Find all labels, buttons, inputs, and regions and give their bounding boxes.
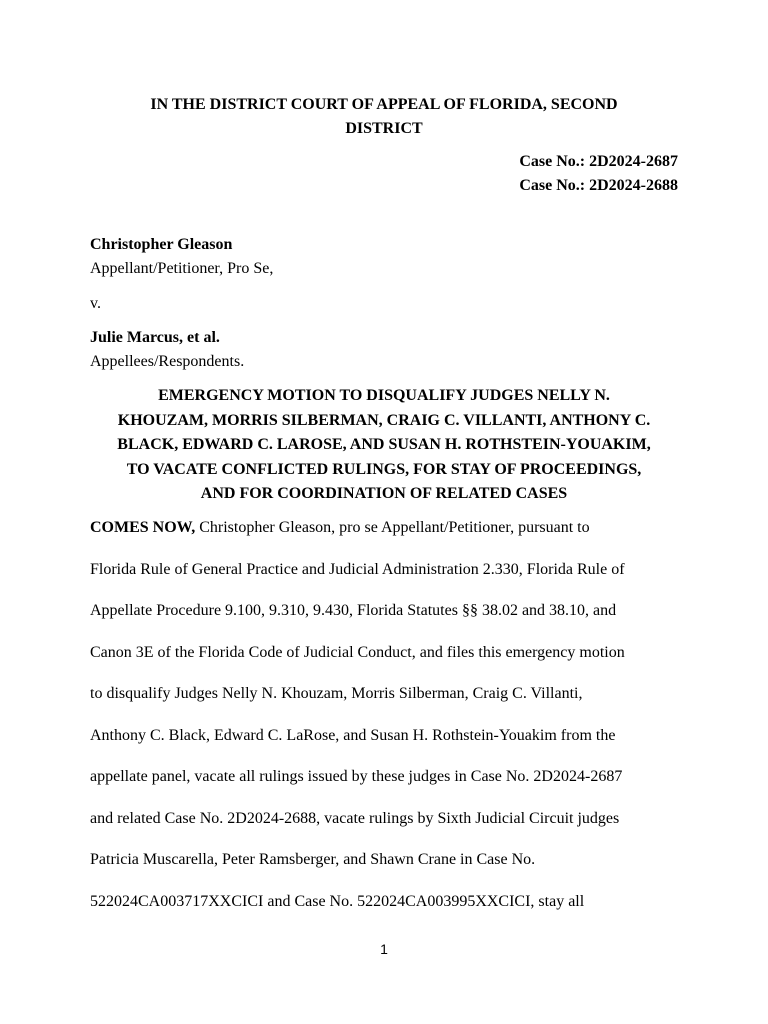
page-number: 1	[380, 941, 388, 957]
court-heading	[90, 93, 678, 141]
body-line: Florida Rule of General Practice and Judicial Administration 2.330, Florida Rule of	[90, 560, 625, 578]
motion-title-line: KHOUZAM, MORRIS SILBERMAN, CRAIG C. VILLANTI, ANTHONY C.	[117, 411, 651, 429]
body-line: to disqualify Judges Nelly N. Khouzam, Morris Silberman, Craig C. Villanti,	[90, 685, 583, 702]
motion-title-line: AND FOR COORDINATION OF RELATED CASES	[200, 485, 568, 502]
court-heading-line-1: IN THE DISTRICT COURT OF APPEAL OF FLORIDA, SECOND	[150, 96, 618, 113]
body-line: Anthony C. Black, Edward C. LaRose, and Susan H. Rothstein-Youakim from the	[90, 726, 616, 744]
body-line: Canon 3E of the Florida Code of Judicial Conduct, and files this emergency motion	[90, 643, 625, 661]
motion-title-line: TO VACATE CONFLICTED RULINGS, FOR STAY OF PROCEEDINGS,	[126, 460, 642, 478]
appellant-block	[90, 233, 273, 281]
body-line-first-rest: Christopher Gleason, pro se Appellant/Petitioner, pursuant to	[195, 519, 590, 536]
appellant-name: Christopher Gleason	[90, 236, 233, 253]
appellee-role: Appellees/Respondents.	[90, 353, 245, 370]
case-numbers	[519, 150, 678, 198]
motion-title	[90, 384, 678, 507]
body-line: and related Case No. 2D2024-2688, vacate rulings by Sixth Judicial Circuit judges	[90, 809, 620, 827]
motion-title-line: EMERGENCY MOTION TO DISQUALIFY JUDGES NELLY N.	[158, 387, 610, 404]
appellee-block	[90, 326, 244, 374]
body-line: 522024CA003717XXCICI and Case No. 522024CA003995XXCICI, stay all	[90, 892, 585, 910]
body-line: Patricia Muscarella, Peter Ramsberger, and Shawn Crane in Case No.	[90, 851, 536, 868]
appellant-role: Appellant/Petitioner, Pro Se,	[90, 260, 274, 277]
body-line: Appellate Procedure 9.100, 9.310, 9.430, Florida Statutes §§ 38.02 and 38.10, and	[90, 602, 617, 619]
motion-body	[90, 516, 690, 931]
motion-title-line: BLACK, EDWARD C. LAROSE, AND SUSAN H. ROTHSTEIN-YOUAKIM,	[117, 436, 651, 453]
case-number: Case No.: 2D2024-2688	[519, 177, 678, 194]
case-number: Case No.: 2D2024-2687	[519, 153, 678, 170]
body-line: appellate panel, vacate all rulings issued by these judges in Case No. 2D2024-2687	[90, 768, 623, 785]
versus: v.	[90, 295, 101, 312]
body-line-first	[90, 516, 690, 558]
court-heading-line-2: DISTRICT	[345, 120, 423, 137]
appellee-name: Julie Marcus, et al.	[90, 329, 220, 346]
comes-now-lead: COMES NOW,	[90, 519, 196, 536]
